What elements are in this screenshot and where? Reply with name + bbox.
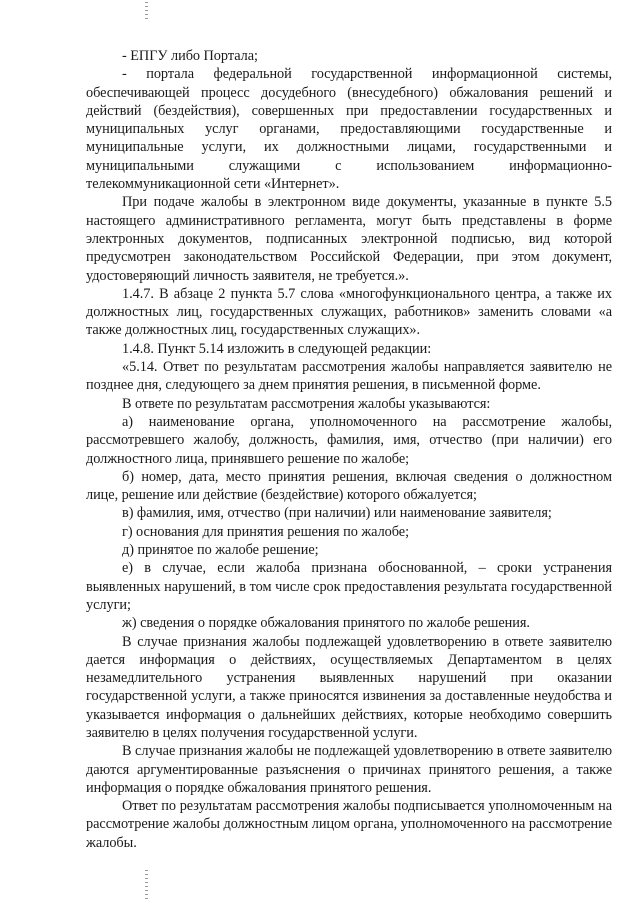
paragraph-not-satisfied: В случае признания жалобы не подлежащей удовлетворению в ответе заявителю даются аргументированные разъяснения о причинах принятого решения, а также информация о порядке обжалования принятого решения. [86, 743, 612, 796]
paragraph-5-14: «5.14. Ответ по результатам рассмотрения жалобы направляется заявителю не позднее дня, следующего за днем принятия решения, в письменной форме. [86, 359, 612, 394]
paragraph-electronic-filing: При подаче жалобы в электронном виде документы, указанные в пункте 5.5 настоящего административного регламента, могут быть представлены в форме электронных документов, подписанных электронной подписью, вид которой предусмотрен законодательством Российской Федерации, при этом документ, удостоверяющий личность заявителя, не требуется.». [86, 194, 612, 284]
list-item-e: е) в случае, если жалоба признана обоснованной, – сроки устранения выявленных нарушений, в том числе срок предоставления результата государственной услуги; [86, 560, 612, 613]
scan-mark-bottom [145, 870, 148, 900]
paragraph-portal: - портала федеральной государственной информационной системы, обеспечивающей процесс досудебного (внесудебного) обжалования решений и действий (бездействия), совершенных при предоставлении государственных и муниципальных услуг органами, предоставляющими государственные и муниципальные услуги, их должностными лицами, государственными и муниципальными служащими с использованием информационно-телекоммуникационной сети «Интернет». [86, 66, 612, 193]
paragraph-1-4-7: 1.4.7. В абзаце 2 пункта 5.7 слова «многофункционального центра, а также их должностных лиц, государственных служащих, работников» заменить словами «а также должностных лиц, государственных служащих». [86, 285, 612, 339]
list-item-d: д) принятое по жалобе решение; [122, 542, 319, 559]
paragraph-response-contents: В ответе по результатам рассмотрения жалобы указываются: [122, 395, 491, 412]
paragraph-epgu: - ЕПГУ либо Портала; [122, 48, 258, 64]
list-item-v: в) фамилия, имя, отчество (при наличии) или наименование заявителя; [122, 505, 552, 522]
list-item-a: а) наименование органа, уполномоченного на рассмотрение жалобы, рассмотревшего жалобу, должность, фамилия, имя, отчество (при наличии) его должностного лица, принявшего решение по жалобе; [86, 413, 612, 467]
paragraph-signature: Ответ по результатам рассмотрения жалобы подписывается уполномоченным на рассмотрение жалобы должностным лицом органа, уполномоченного на рассмотрение жалобы. [86, 798, 612, 851]
paragraph-1-4-8: 1.4.8. Пункт 5.14 изложить в следующей редакции: [122, 340, 432, 357]
paragraph-satisfied: В случае признания жалобы подлежащей удовлетворению в ответе заявителю дается информация о действиях, осуществляемых Департаментом в целях незамедлительного устранения выявленных нарушений при оказании государственной услуги, а также приносятся извинения за доставленные неудобства и указывается информация о дальнейших действиях, которые необходимо совершить заявителю в целях получения государственной услуги. [86, 633, 612, 741]
list-item-zh: ж) сведения о порядке обжалования принятого по жалобе решения. [122, 615, 530, 632]
document-body [86, 47, 612, 852]
scan-mark-top [145, 2, 148, 22]
list-item-g: г) основания для принятия решения по жалобе; [122, 523, 410, 540]
list-item-b: б) номер, дата, место принятия решения, включая сведения о должностном лице, решение или действие (бездействие) которого обжалуется; [86, 468, 612, 504]
